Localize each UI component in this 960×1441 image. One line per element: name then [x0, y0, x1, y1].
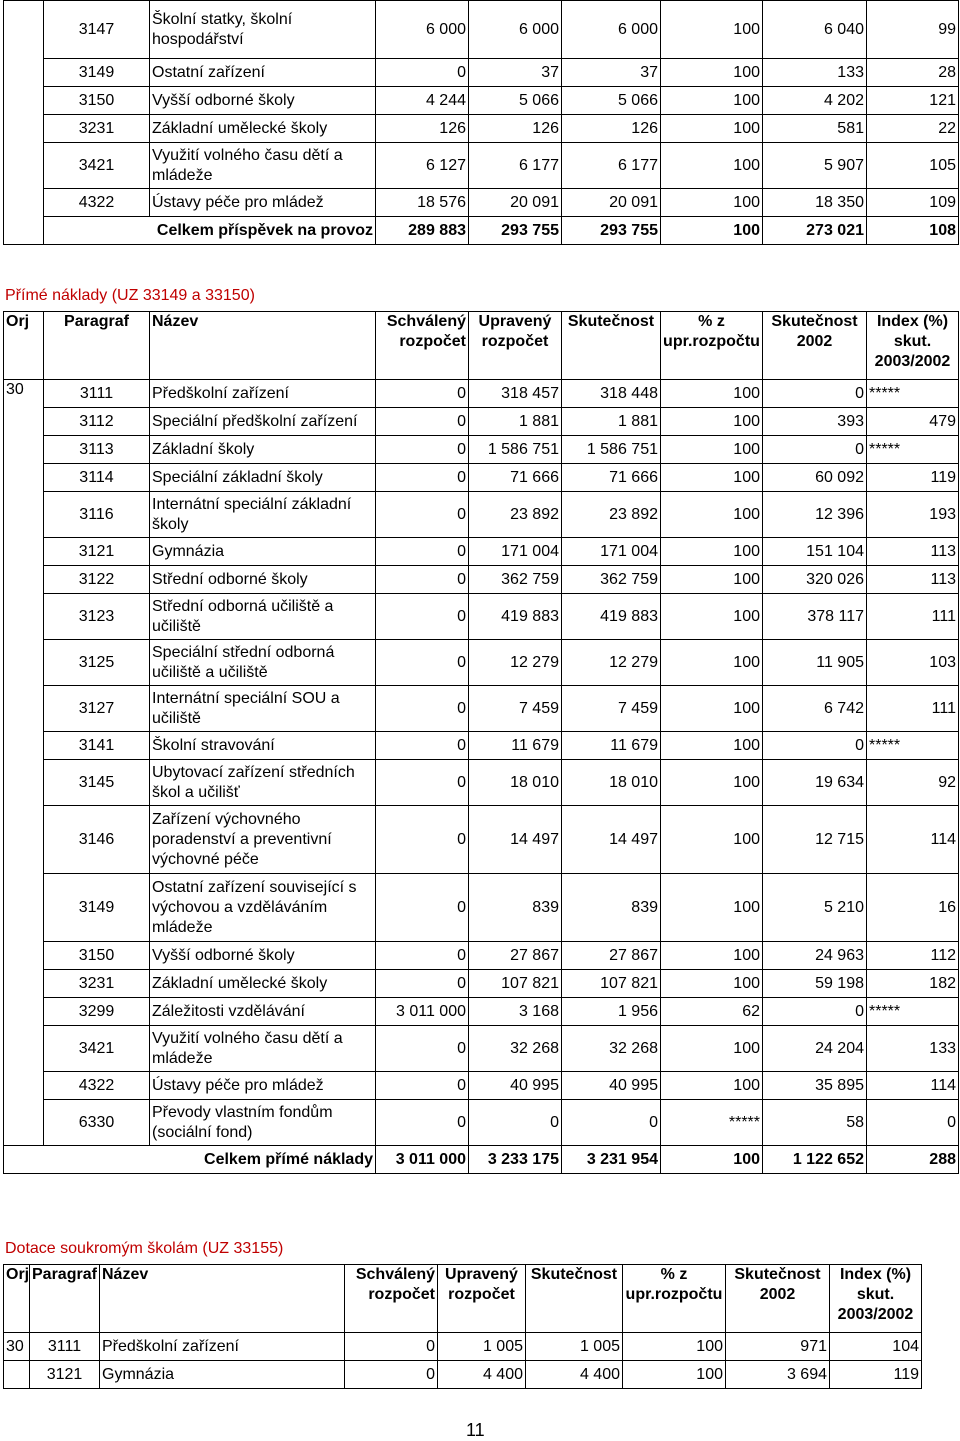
- total-idx: 288: [867, 1146, 959, 1174]
- schvaleny-cell: 6 127: [376, 143, 469, 189]
- table-row: [4, 408, 959, 436]
- skutecnost-cell: 1 586 751: [562, 436, 661, 464]
- pct-cell: 100: [661, 874, 763, 942]
- nazev-cell: Převody vlastním fondům (sociální fond): [150, 1100, 376, 1146]
- table-row: [4, 492, 959, 538]
- paragraf-cell: 6330: [44, 1100, 150, 1146]
- index-cell: 133: [867, 1026, 959, 1072]
- header-paragraf: Paragraf: [44, 312, 150, 380]
- nazev-cell: Ústavy péče pro mládež: [150, 1072, 376, 1100]
- upraveny-cell: 20 091: [469, 189, 562, 217]
- nazev-cell: Předškolní zařízení: [150, 380, 376, 408]
- index-cell: 99: [867, 1, 959, 59]
- nazev-cell: Ubytovací zařízení středních škol a učilišť: [150, 760, 376, 806]
- schvaleny-cell: 0: [376, 874, 469, 942]
- paragraf-cell: 3111: [30, 1333, 100, 1361]
- upraveny-cell: 419 883: [469, 594, 562, 640]
- total-idx: 108: [867, 217, 959, 245]
- skutecnost-cell: 419 883: [562, 594, 661, 640]
- schvaleny-cell: 0: [376, 538, 469, 566]
- nazev-cell: Internátní speciální SOU a učiliště: [150, 686, 376, 732]
- header-nazev: Název: [100, 1265, 345, 1333]
- nazev-cell: Gymnázia: [100, 1361, 345, 1389]
- nazev-cell: Předškolní zařízení: [100, 1333, 345, 1361]
- skutecnost-2002-cell: 19 634: [763, 760, 867, 806]
- upraveny-cell: 1 005: [438, 1333, 526, 1361]
- nazev-cell: Základní umělecké školy: [150, 970, 376, 998]
- index-cell: 104: [830, 1333, 922, 1361]
- header-pct: % z upr.rozpočtu: [623, 1265, 726, 1333]
- nazev-cell: Střední odborné školy: [150, 566, 376, 594]
- index-cell: 103: [867, 640, 959, 686]
- operating-contribution-table: [3, 0, 959, 245]
- table-row: [4, 594, 959, 640]
- pct-cell: 100: [661, 942, 763, 970]
- upraveny-cell: 32 268: [469, 1026, 562, 1072]
- pct-cell: 100: [661, 970, 763, 998]
- pct-cell: 100: [661, 640, 763, 686]
- pct-cell: 100: [661, 380, 763, 408]
- pct-cell: 100: [661, 1072, 763, 1100]
- orj-cell: 30: [4, 1333, 30, 1361]
- skutecnost-cell: 318 448: [562, 380, 661, 408]
- schvaleny-cell: 0: [376, 760, 469, 806]
- paragraf-cell: 3125: [44, 640, 150, 686]
- pct-cell: 100: [661, 59, 763, 87]
- nazev-cell: Využití volného času dětí a mládeže: [150, 1026, 376, 1072]
- skutecnost-cell: 37: [562, 59, 661, 87]
- header-skutecnost-2002: Skutečnost 2002: [763, 312, 867, 380]
- total-sch: 289 883: [376, 217, 469, 245]
- paragraf-cell: 3121: [44, 538, 150, 566]
- paragraf-cell: 4322: [44, 189, 150, 217]
- total-row: [4, 217, 959, 245]
- pct-cell: 100: [661, 566, 763, 594]
- header-paragraf: Paragraf: [30, 1265, 100, 1333]
- table-row: [4, 1, 959, 59]
- schvaleny-cell: 4 244: [376, 87, 469, 115]
- header-pct: % z upr.rozpočtu: [661, 312, 763, 380]
- index-cell: 0: [867, 1100, 959, 1146]
- total-sku: 3 231 954: [562, 1146, 661, 1174]
- paragraf-cell: 3299: [44, 998, 150, 1026]
- skutecnost-cell: 40 995: [562, 1072, 661, 1100]
- table-row: [4, 640, 959, 686]
- skutecnost-2002-cell: 18 350: [763, 189, 867, 217]
- index-cell: 114: [867, 1072, 959, 1100]
- skutecnost-cell: 1 881: [562, 408, 661, 436]
- paragraf-cell: 3231: [44, 115, 150, 143]
- index-cell: 119: [830, 1361, 922, 1389]
- paragraf-cell: 3141: [44, 732, 150, 760]
- skutecnost-cell: 362 759: [562, 566, 661, 594]
- index-cell: 479: [867, 408, 959, 436]
- upraveny-cell: 126: [469, 115, 562, 143]
- skutecnost-2002-cell: 320 026: [763, 566, 867, 594]
- skutecnost-cell: 1 005: [526, 1333, 623, 1361]
- skutecnost-cell: 71 666: [562, 464, 661, 492]
- pct-cell: 62: [661, 998, 763, 1026]
- schvaleny-cell: 0: [376, 1100, 469, 1146]
- index-cell: 109: [867, 189, 959, 217]
- skutecnost-cell: 23 892: [562, 492, 661, 538]
- nazev-cell: Speciální předškolní zařízení: [150, 408, 376, 436]
- nazev-cell: Vyšší odborné školy: [150, 87, 376, 115]
- paragraf-cell: 3146: [44, 806, 150, 874]
- skutecnost-cell: 27 867: [562, 942, 661, 970]
- schvaleny-cell: 0: [345, 1333, 438, 1361]
- index-cell: 182: [867, 970, 959, 998]
- pct-cell: 100: [623, 1361, 726, 1389]
- skutecnost-2002-cell: 3 694: [726, 1361, 830, 1389]
- skutecnost-2002-cell: 11 905: [763, 640, 867, 686]
- pct-cell: 100: [661, 1026, 763, 1072]
- skutecnost-cell: 839: [562, 874, 661, 942]
- private-schools-title: Dotace soukromým školám (UZ 33155): [5, 1240, 284, 1257]
- schvaleny-cell: 0: [376, 1026, 469, 1072]
- schvaleny-cell: 0: [376, 970, 469, 998]
- paragraf-cell: 3123: [44, 594, 150, 640]
- skutecnost-cell: 20 091: [562, 189, 661, 217]
- table-row: [4, 686, 959, 732]
- table-row: [4, 59, 959, 87]
- table-row: [4, 115, 959, 143]
- nazev-cell: Střední odborná učiliště a učiliště: [150, 594, 376, 640]
- paragraf-cell: 3127: [44, 686, 150, 732]
- upraveny-cell: 171 004: [469, 538, 562, 566]
- direct-costs-title: Přímé náklady (UZ 33149 a 33150): [5, 287, 255, 304]
- upraveny-cell: 839: [469, 874, 562, 942]
- index-cell: *****: [867, 380, 959, 408]
- index-cell: 16: [867, 874, 959, 942]
- skutecnost-cell: 11 679: [562, 732, 661, 760]
- header-index: Index (%) skut. 2003/2002: [867, 312, 959, 380]
- schvaleny-cell: 3 011 000: [376, 998, 469, 1026]
- orj-cell: 30: [4, 380, 44, 1146]
- skutecnost-2002-cell: 5 907: [763, 143, 867, 189]
- header-skutecnost: Skutečnost: [526, 1265, 623, 1333]
- orj-cell: [4, 1361, 30, 1389]
- schvaleny-cell: 126: [376, 115, 469, 143]
- pct-cell: 100: [661, 1, 763, 59]
- upraveny-cell: 6 177: [469, 143, 562, 189]
- nazev-cell: Gymnázia: [150, 538, 376, 566]
- nazev-cell: Využití volného času dětí a mládeže: [150, 143, 376, 189]
- skutecnost-cell: 14 497: [562, 806, 661, 874]
- upraveny-cell: 37: [469, 59, 562, 87]
- skutecnost-2002-cell: 12 715: [763, 806, 867, 874]
- schvaleny-cell: 18 576: [376, 189, 469, 217]
- skutecnost-2002-cell: 151 104: [763, 538, 867, 566]
- skutecnost-2002-cell: 59 198: [763, 970, 867, 998]
- table-row: [4, 538, 959, 566]
- upraveny-cell: 40 995: [469, 1072, 562, 1100]
- skutecnost-2002-cell: 24 963: [763, 942, 867, 970]
- upraveny-cell: 3 168: [469, 998, 562, 1026]
- skutecnost-2002-cell: 393: [763, 408, 867, 436]
- paragraf-cell: 4322: [44, 1072, 150, 1100]
- total-s2002: 273 021: [763, 217, 867, 245]
- table-row: [4, 970, 959, 998]
- upraveny-cell: 1 586 751: [469, 436, 562, 464]
- index-cell: 121: [867, 87, 959, 115]
- total-label: Celkem přímé náklady: [4, 1146, 376, 1174]
- table-row: [4, 1361, 922, 1389]
- skutecnost-cell: 7 459: [562, 686, 661, 732]
- index-cell: 113: [867, 566, 959, 594]
- page-number: 11: [466, 1420, 485, 1440]
- schvaleny-cell: 0: [376, 408, 469, 436]
- table-row: [4, 732, 959, 760]
- skutecnost-cell: 171 004: [562, 538, 661, 566]
- upraveny-cell: 23 892: [469, 492, 562, 538]
- pct-cell: 100: [661, 87, 763, 115]
- upraveny-cell: 71 666: [469, 464, 562, 492]
- table-row: [4, 1100, 959, 1146]
- skutecnost-cell: 4 400: [526, 1361, 623, 1389]
- skutecnost-2002-cell: 581: [763, 115, 867, 143]
- pct-cell: 100: [661, 538, 763, 566]
- skutecnost-2002-cell: 133: [763, 59, 867, 87]
- schvaleny-cell: 0: [376, 1072, 469, 1100]
- header-skutecnost: Skutečnost: [562, 312, 661, 380]
- table-row: [4, 143, 959, 189]
- pct-cell: 100: [661, 115, 763, 143]
- upraveny-cell: 107 821: [469, 970, 562, 998]
- paragraf-cell: 3112: [44, 408, 150, 436]
- table-row: [4, 942, 959, 970]
- header-schvaleny: Schválený rozpočet: [376, 312, 469, 380]
- index-cell: 28: [867, 59, 959, 87]
- pct-cell: 100: [661, 143, 763, 189]
- total-upr: 293 755: [469, 217, 562, 245]
- paragraf-cell: 3421: [44, 143, 150, 189]
- table-row: [4, 1072, 959, 1100]
- skutecnost-2002-cell: 12 396: [763, 492, 867, 538]
- header-schvaleny: Schválený rozpočet: [345, 1265, 438, 1333]
- header-index: Index (%) skut. 2003/2002: [830, 1265, 922, 1333]
- skutecnost-2002-cell: 5 210: [763, 874, 867, 942]
- paragraf-cell: 3149: [44, 59, 150, 87]
- total-row: [4, 1146, 959, 1174]
- pct-cell: 100: [661, 408, 763, 436]
- skutecnost-2002-cell: 0: [763, 380, 867, 408]
- nazev-cell: Speciální základní školy: [150, 464, 376, 492]
- skutecnost-2002-cell: 60 092: [763, 464, 867, 492]
- skutecnost-cell: 6 177: [562, 143, 661, 189]
- pct-cell: 100: [661, 732, 763, 760]
- index-cell: 114: [867, 806, 959, 874]
- upraveny-cell: 0: [469, 1100, 562, 1146]
- upraveny-cell: 6 000: [469, 1, 562, 59]
- table-row: [4, 874, 959, 942]
- index-cell: 111: [867, 594, 959, 640]
- pct-cell: 100: [661, 760, 763, 806]
- table-row: [4, 760, 959, 806]
- schvaleny-cell: 0: [376, 942, 469, 970]
- schvaleny-cell: 0: [376, 380, 469, 408]
- paragraf-cell: 3147: [44, 1, 150, 59]
- skutecnost-cell: 18 010: [562, 760, 661, 806]
- header-orj: Orj: [4, 312, 44, 380]
- schvaleny-cell: 0: [376, 492, 469, 538]
- schvaleny-cell: 0: [376, 732, 469, 760]
- skutecnost-2002-cell: 6 742: [763, 686, 867, 732]
- nazev-cell: Školní statky, školní hospodářství: [150, 1, 376, 59]
- skutecnost-cell: 1 956: [562, 998, 661, 1026]
- total-pct: 100: [661, 217, 763, 245]
- paragraf-cell: 3149: [44, 874, 150, 942]
- paragraf-cell: 3113: [44, 436, 150, 464]
- nazev-cell: Ústavy péče pro mládež: [150, 189, 376, 217]
- paragraf-cell: 3111: [44, 380, 150, 408]
- total-pct: 100: [661, 1146, 763, 1174]
- table-row: [4, 464, 959, 492]
- nazev-cell: Základní umělecké školy: [150, 115, 376, 143]
- table-row: [4, 1026, 959, 1072]
- upraveny-cell: 18 010: [469, 760, 562, 806]
- upraveny-cell: 318 457: [469, 380, 562, 408]
- skutecnost-cell: 12 279: [562, 640, 661, 686]
- schvaleny-cell: 0: [376, 806, 469, 874]
- paragraf-cell: 3231: [44, 970, 150, 998]
- upraveny-cell: 14 497: [469, 806, 562, 874]
- skutecnost-2002-cell: 378 117: [763, 594, 867, 640]
- direct-costs-table: [3, 311, 959, 1174]
- schvaleny-cell: 0: [345, 1361, 438, 1389]
- upraveny-cell: 12 279: [469, 640, 562, 686]
- index-cell: 92: [867, 760, 959, 806]
- skutecnost-cell: 6 000: [562, 1, 661, 59]
- nazev-cell: Speciální střední odborná učiliště a učiliště: [150, 640, 376, 686]
- upraveny-cell: 27 867: [469, 942, 562, 970]
- index-cell: *****: [867, 436, 959, 464]
- skutecnost-2002-cell: 35 895: [763, 1072, 867, 1100]
- total-sku: 293 755: [562, 217, 661, 245]
- pct-cell: 100: [661, 806, 763, 874]
- table-row: [4, 380, 959, 408]
- header-skutecnost-2002: Skutečnost 2002: [726, 1265, 830, 1333]
- pct-cell: 100: [661, 594, 763, 640]
- nazev-cell: Záležitosti vzdělávání: [150, 998, 376, 1026]
- pct-cell: 100: [661, 492, 763, 538]
- table-row: [4, 566, 959, 594]
- nazev-cell: Ostatní zařízení: [150, 59, 376, 87]
- schvaleny-cell: 0: [376, 594, 469, 640]
- nazev-cell: Vyšší odborné školy: [150, 942, 376, 970]
- header-nazev: Název: [150, 312, 376, 380]
- paragraf-cell: 3114: [44, 464, 150, 492]
- skutecnost-2002-cell: 24 204: [763, 1026, 867, 1072]
- index-cell: *****: [867, 732, 959, 760]
- header-upraveny: Upravený rozpočet: [469, 312, 562, 380]
- nazev-cell: Školní stravování: [150, 732, 376, 760]
- schvaleny-cell: 0: [376, 436, 469, 464]
- index-cell: 111: [867, 686, 959, 732]
- table-row: [4, 1333, 922, 1361]
- pct-cell: 100: [661, 686, 763, 732]
- pct-cell: 100: [661, 436, 763, 464]
- table-row: [4, 998, 959, 1026]
- pct-cell: 100: [623, 1333, 726, 1361]
- index-cell: 193: [867, 492, 959, 538]
- index-cell: 22: [867, 115, 959, 143]
- skutecnost-2002-cell: 6 040: [763, 1, 867, 59]
- pct-cell: *****: [661, 1100, 763, 1146]
- schvaleny-cell: 0: [376, 464, 469, 492]
- header-orj: Orj: [4, 1265, 30, 1333]
- paragraf-cell: 3121: [30, 1361, 100, 1389]
- schvaleny-cell: 0: [376, 640, 469, 686]
- total-upr: 3 233 175: [469, 1146, 562, 1174]
- skutecnost-cell: 0: [562, 1100, 661, 1146]
- table-row: [4, 189, 959, 217]
- nazev-cell: Ostatní zařízení související s výchovou a vzděláváním mládeže: [150, 874, 376, 942]
- private-schools-table: [3, 1264, 922, 1389]
- schvaleny-cell: 6 000: [376, 1, 469, 59]
- pct-cell: 100: [661, 464, 763, 492]
- upraveny-cell: 7 459: [469, 686, 562, 732]
- paragraf-cell: 3421: [44, 1026, 150, 1072]
- nazev-cell: Základní školy: [150, 436, 376, 464]
- total-label: Celkem příspěvek na provoz: [44, 217, 376, 245]
- schvaleny-cell: 0: [376, 59, 469, 87]
- upraveny-cell: 1 881: [469, 408, 562, 436]
- index-cell: 119: [867, 464, 959, 492]
- skutecnost-2002-cell: 0: [763, 998, 867, 1026]
- index-cell: 113: [867, 538, 959, 566]
- schvaleny-cell: 0: [376, 566, 469, 594]
- table-row: [4, 806, 959, 874]
- nazev-cell: Zařízení výchovného poradenství a preventivní výchovné péče: [150, 806, 376, 874]
- nazev-cell: Internátní speciální základní školy: [150, 492, 376, 538]
- paragraf-cell: 3145: [44, 760, 150, 806]
- paragraf-cell: 3116: [44, 492, 150, 538]
- header-upraveny: Upravený rozpočet: [438, 1265, 526, 1333]
- schvaleny-cell: 0: [376, 686, 469, 732]
- skutecnost-2002-cell: 4 202: [763, 87, 867, 115]
- skutecnost-2002-cell: 58: [763, 1100, 867, 1146]
- upraveny-cell: 362 759: [469, 566, 562, 594]
- skutecnost-cell: 32 268: [562, 1026, 661, 1072]
- table-row: [4, 87, 959, 115]
- index-cell: *****: [867, 998, 959, 1026]
- index-cell: 105: [867, 143, 959, 189]
- skutecnost-cell: 5 066: [562, 87, 661, 115]
- total-s2002: 1 122 652: [763, 1146, 867, 1174]
- paragraf-cell: 3122: [44, 566, 150, 594]
- pct-cell: 100: [661, 189, 763, 217]
- skutecnost-cell: 126: [562, 115, 661, 143]
- table-row: [4, 436, 959, 464]
- orj-cell: [4, 1, 44, 245]
- total-sch: 3 011 000: [376, 1146, 469, 1174]
- paragraf-cell: 3150: [44, 87, 150, 115]
- upraveny-cell: 4 400: [438, 1361, 526, 1389]
- table-header: [4, 1265, 922, 1333]
- upraveny-cell: 5 066: [469, 87, 562, 115]
- table-header: [4, 312, 959, 380]
- paragraf-cell: 3150: [44, 942, 150, 970]
- skutecnost-2002-cell: 0: [763, 436, 867, 464]
- skutecnost-cell: 107 821: [562, 970, 661, 998]
- skutecnost-2002-cell: 971: [726, 1333, 830, 1361]
- upraveny-cell: 11 679: [469, 732, 562, 760]
- index-cell: 112: [867, 942, 959, 970]
- skutecnost-2002-cell: 0: [763, 732, 867, 760]
